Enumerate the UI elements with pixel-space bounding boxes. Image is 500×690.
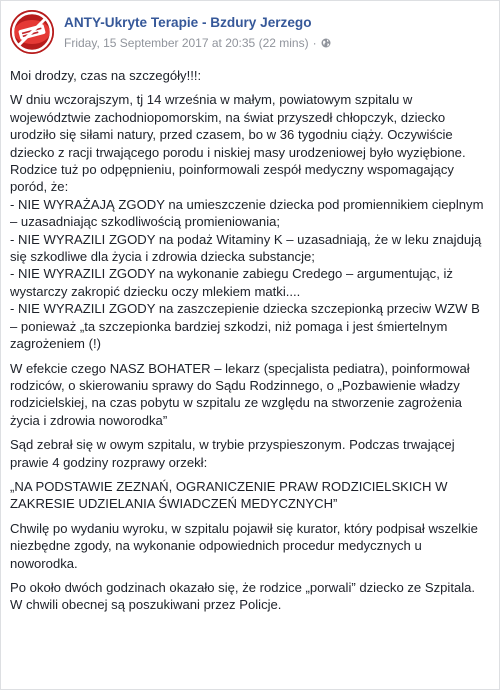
intro-text: W dniu wczorajszym, tj 14 września w małym, powiatowym szpitalu w województwie zachodniopomorskim, na świat przyszedł chłopczyk, dziecko urodziło się siłami natury, przed czasem, bo w 36 tygodniu ciąży. Oczywiście dziecko z racji trwającego porodu i niskiej masy urodzeniowej było wyziębione. Rodzice tuż po odpępnieniu, poinformowali zespół medyczny wspomagający poród, że:	[10, 92, 466, 195]
avatar-logo-icon	[10, 10, 54, 54]
meta-separator: ·	[312, 36, 317, 50]
post-meta	[64, 36, 331, 50]
avatar[interactable]	[10, 10, 54, 54]
refusal-item: - NIE WYRAŻAJĄ ZGODY na umieszczenie dziecka pod promiennikiem cieplnym – uzasadniając szkodliwością promieniowania;	[10, 196, 484, 230]
post-greeting: Moi drodzy, czas na szczegóły!!!:	[10, 68, 202, 83]
post-paragraph-intro	[10, 91, 489, 352]
refusal-item: - NIE WYRAZILI ZGODY na wykonanie zabiegu Credego – argumentując, iż wystarczy zakropić dziecku oczy mlekiem matki....	[10, 266, 453, 299]
post-paragraph-police: W chwili obecnej są poszukiwani przez Policje.	[10, 597, 282, 613]
page-name-link[interactable]: ANTY-Ukryte Terapie - Bzdury Jerzego	[64, 15, 312, 30]
post-header	[10, 10, 489, 56]
post-timestamp[interactable]: Friday, 15 September 2017 at 20:35 (22 mins)	[64, 36, 309, 50]
refusal-item: - NIE WYRAZILI ZGODY na podaż Witaminy K – uzasadniają, że w leku znajdują się szkodliwe dla życia i zdrowia dziecka substancje;	[10, 231, 482, 265]
refusal-item: - NIE WYRAZILI ZGODY na zaszczepienie dziecka szczepionką przeciw WZW B – ponieważ „ta szczepionka bardziej szkodzi, niż pomaga i jest śmiertelnym zagrożeniem (!)	[10, 301, 480, 352]
post-paragraph-curator: Chwilę po wydaniu wyroku, w szpitalu pojawił się kurator, który podpisał wszelkie niezbędne zgody, na wykonanie odpowiednich procedur medycznych u noworodka.	[10, 520, 478, 571]
post-paragraph-effect: W efekcie czego NASZ BOHATER – lekarz (specjalista pediatra), poinformował rodziców, o skierowaniu sprawy do Sądu Rodzinnego, o „Pozbawienie władzy rodzicielskiej, na czas pobytu w szpitalu ze względu na stworzenie zagrożenia życia i zdrowia noworodka”	[10, 360, 470, 428]
post-paragraph-kidnap: Po około dwóch godzinach okazało się, że rodzice „porwali” dziecko ze Szpitala.	[10, 579, 476, 595]
post-paragraph-verdict: „NA PODSTAWIE ZEZNAŃ, OGRANICZENIE PRAW RODZICIELSKICH W ZAKRESIE UDZIELANIA ŚWIADCZEŃ MEDYCZNYCH”	[10, 478, 448, 512]
post-content	[10, 67, 489, 621]
post-paragraph-court: Sąd zebrał się w owym szpitalu, w trybie przyspieszonym. Podczas trwającej prawie 4 godziny rozprawy orzekł:	[10, 437, 455, 470]
globe-icon[interactable]	[321, 38, 331, 48]
